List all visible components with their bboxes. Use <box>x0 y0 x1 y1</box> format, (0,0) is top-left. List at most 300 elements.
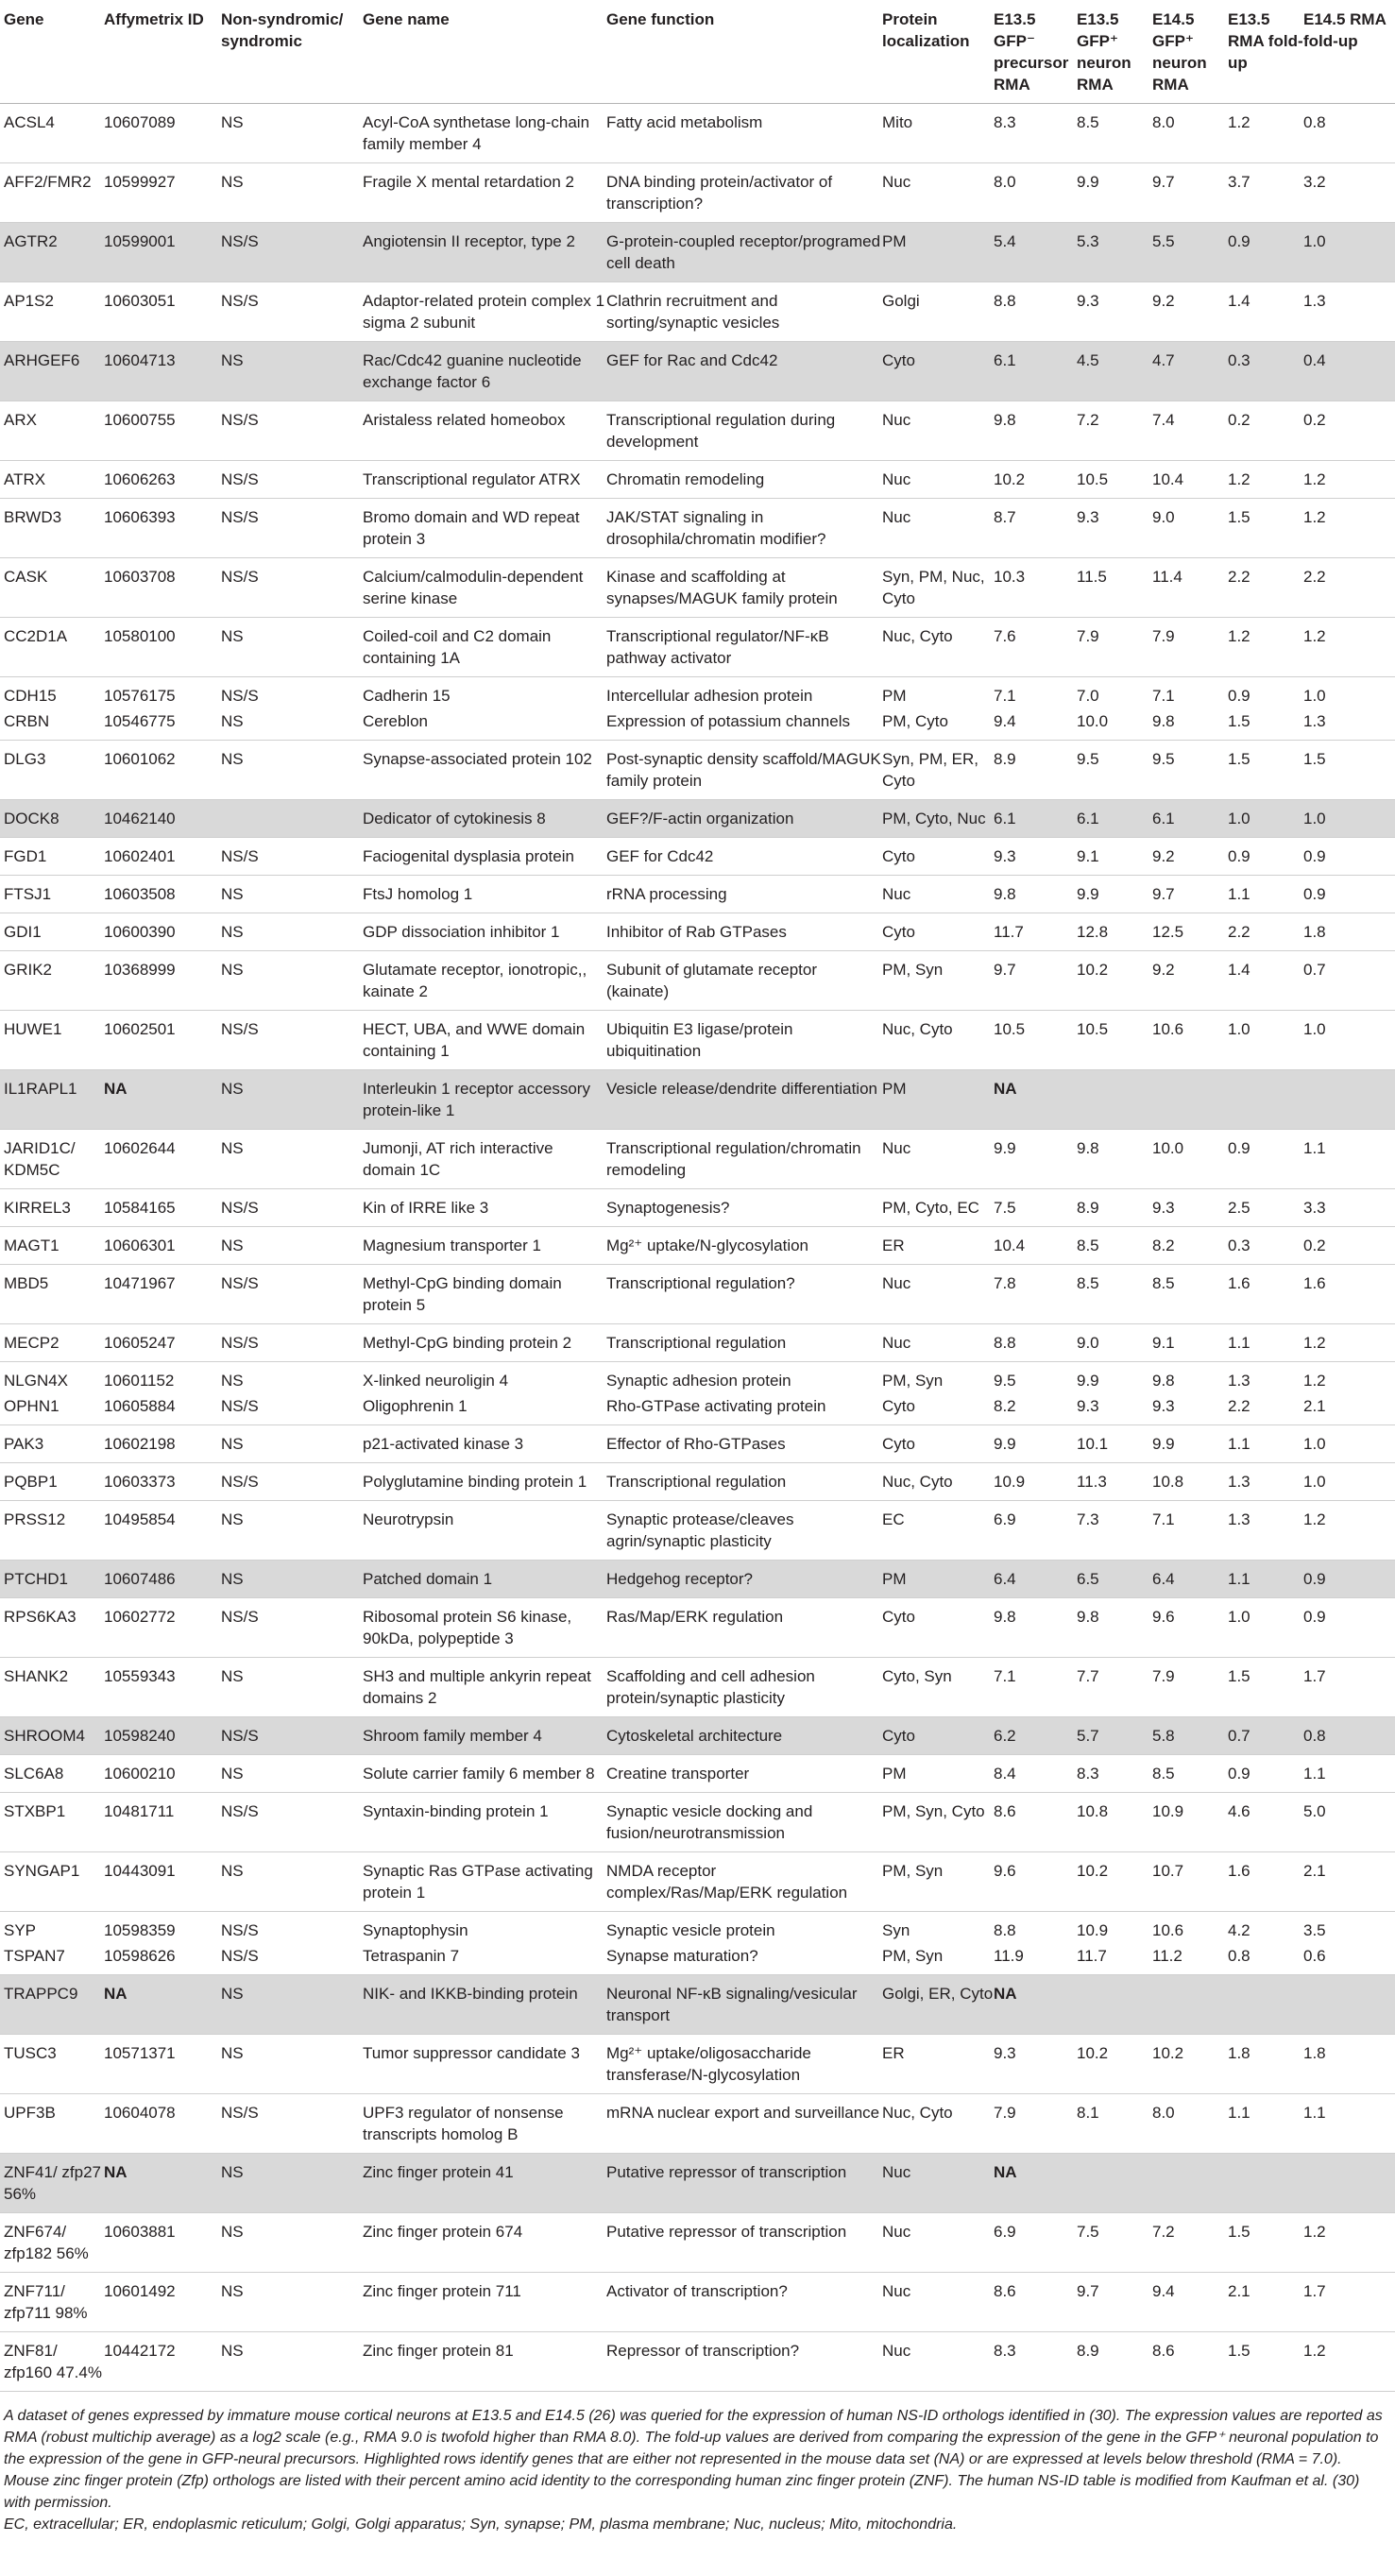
table-row <box>0 1598 1395 1658</box>
gene-name-cell: Synaptic Ras GTPase activating protein 1 <box>363 1852 606 1912</box>
gene-function-cell: Intercellular adhesion protein <box>606 687 813 705</box>
table-row <box>0 838 1395 876</box>
affymetrix-id-cell: 10602501 <box>104 1011 221 1070</box>
e135-neuron-rma-cell: 9.1 <box>1077 838 1152 876</box>
table-row <box>0 342 1395 401</box>
gene-function-cell: Transcriptional regulation <box>606 1463 882 1501</box>
e135-precursor-rma-cell: 8.8 <box>994 282 1077 342</box>
table-row <box>0 800 1395 838</box>
syndromic-cell: NS <box>221 951 363 1011</box>
gene-function-cell: DNA binding protein/activator of transcription? <box>606 163 882 223</box>
gene-cell: DLG3 <box>0 741 104 800</box>
column-header: E13.5 RMA fold-up <box>1228 0 1303 104</box>
e135-fold-up-cell: 1.1 <box>1228 1425 1303 1463</box>
e135-fold-up-cell: 2.2 <box>1228 1393 1303 1425</box>
affymetrix-id-cell: 10601152 <box>104 1372 175 1390</box>
e145-neuron-rma-cell: 7.9 <box>1152 618 1228 677</box>
e145-fold-up-cell: 1.2 <box>1303 1372 1326 1390</box>
e145-neuron-rma-cell: 9.3 <box>1152 1393 1228 1425</box>
e145-neuron-rma-cell: 9.2 <box>1152 838 1228 876</box>
e135-precursor-rma-cell: 6.9 <box>994 1501 1077 1561</box>
gene-name-cell: Magnesium transporter 1 <box>363 1227 606 1265</box>
e135-fold-up-cell: 1.5 <box>1228 1658 1303 1717</box>
e135-fold-up-cell: 0.3 <box>1228 1227 1303 1265</box>
localization-cell: Nuc <box>882 499 994 558</box>
e135-precursor-rma-cell: 9.9 <box>994 1130 1077 1189</box>
syndromic-cell: NS <box>221 1070 363 1130</box>
affymetrix-id-cell: 10599927 <box>104 163 221 223</box>
e135-precursor-rma-cell: 8.4 <box>994 1755 1077 1793</box>
column-header: Gene function <box>606 0 882 104</box>
e135-precursor-rma-cell: 6.1 <box>994 800 1077 838</box>
e135-precursor-rma-cell: 10.3 <box>994 558 1077 618</box>
syndromic-cell: NS/S <box>221 223 363 282</box>
affymetrix-id-cell: 10598240 <box>104 1717 221 1755</box>
localization-cell: Nuc <box>882 1324 994 1362</box>
gene-function-cell: Creatine transporter <box>606 1755 882 1793</box>
e145-neuron-rma-cell: 10.8 <box>1152 1463 1228 1501</box>
gene-function-cell: Putative repressor of transcription <box>606 2154 882 2213</box>
e145-fold-up-cell: 1.3 <box>1303 708 1395 741</box>
table-row <box>0 1130 1395 1189</box>
e135-neuron-rma-cell <box>1077 1975 1152 2035</box>
gene-function-cell: Transcriptional regulation <box>606 1324 882 1362</box>
table-row <box>0 1463 1395 1501</box>
localization-cell: Nuc, Cyto <box>882 1011 994 1070</box>
e145-fold-up-cell: 0.9 <box>1303 1561 1395 1598</box>
syndromic-cell: NS <box>221 1501 363 1561</box>
table-row <box>0 913 1395 951</box>
syndromic-cell: NS <box>221 1425 363 1463</box>
table-row <box>0 282 1395 342</box>
e135-fold-up-cell: 1.8 <box>1228 2035 1303 2094</box>
localization-cell: PM, Syn <box>882 951 994 1011</box>
e145-fold-up-cell: 1.1 <box>1303 1130 1395 1189</box>
localization-cell: Nuc <box>882 1130 994 1189</box>
gene-function-cell: mRNA nuclear export and surveillance <box>606 2094 882 2154</box>
affymetrix-id-cell: 10603051 <box>104 282 221 342</box>
e135-fold-up-cell: 1.6 <box>1228 1852 1303 1912</box>
e135-fold-up-cell: 2.2 <box>1228 558 1303 618</box>
affymetrix-id-cell: 10607089 <box>104 104 221 163</box>
e145-fold-up-cell: 0.9 <box>1303 876 1395 913</box>
syndromic-cell: NS/S <box>221 1393 363 1425</box>
e135-precursor-rma-cell: 7.8 <box>994 1265 1077 1324</box>
localization-cell: PM, Cyto, Nuc <box>882 800 994 838</box>
affymetrix-id-cell: 10604713 <box>104 342 221 401</box>
gene-name-cell: Faciogenital dysplasia protein <box>363 838 606 876</box>
syndromic-cell: NS/S <box>221 1793 363 1852</box>
e135-fold-up-cell: 1.0 <box>1228 1598 1303 1658</box>
affymetrix-id-cell: 10604078 <box>104 2094 221 2154</box>
gene-function-cell: Transcriptional regulation? <box>606 1265 882 1324</box>
e145-neuron-rma-cell: 9.7 <box>1152 163 1228 223</box>
e145-neuron-rma-cell: 7.9 <box>1152 1658 1228 1717</box>
gene-name-cell: Kin of IRRE like 3 <box>363 1189 606 1227</box>
table-row <box>0 401 1395 461</box>
e145-neuron-rma-cell: 9.6 <box>1152 1598 1228 1658</box>
table-row <box>0 1793 1395 1852</box>
gene-name-cell: Glutamate receptor, ionotropic,, kainate 2 <box>363 951 606 1011</box>
syndromic-cell: NS/S <box>221 1943 363 1975</box>
gene-cell: SHANK2 <box>0 1658 104 1717</box>
syndromic-cell: NS/S <box>221 1921 259 1939</box>
e145-neuron-rma-cell: 8.2 <box>1152 1227 1228 1265</box>
e135-precursor-rma-cell: NA <box>994 2154 1077 2213</box>
gene-cell: TSPAN7 <box>0 1943 104 1975</box>
gene-function-cell: Synaptogenesis? <box>606 1189 882 1227</box>
e135-fold-up-cell: 4.2 <box>1228 1921 1250 1939</box>
affymetrix-id-cell: 10602644 <box>104 1130 221 1189</box>
e145-fold-up-cell: 1.2 <box>1303 1324 1395 1362</box>
e135-precursor-rma-cell: 6.9 <box>994 2213 1077 2273</box>
e135-neuron-rma-cell: 9.7 <box>1077 2273 1152 2332</box>
localization-cell: PM, Syn <box>882 1943 994 1975</box>
gene-cell: IL1RAPL1 <box>0 1070 104 1130</box>
e145-neuron-rma-cell: 9.8 <box>1152 1372 1175 1390</box>
e135-precursor-rma-cell: 7.6 <box>994 618 1077 677</box>
table-body <box>0 104 1395 2392</box>
gene-name-cell: FtsJ homolog 1 <box>363 876 606 913</box>
gene-cell: ZNF674/ zfp182 56% <box>0 2213 104 2273</box>
footnote-main: A dataset of genes expressed by immature mouse cortical neurons at E13.5 and E14.5 (26) was queried for the expression of human NS-ID orthologs identified in (30). The expression values are reported as RMA (robust multichip average) as a log2 scale (e.g., RMA 9.0 is twofold higher than RMA 8.0). The fold-up values are derived from comparing the expression of the gene in the GFP⁺ neuronal population to the expression of the gene in GFP-neural precursors. Highlighted rows identify genes that are either not represented in the mouse data set (NA) or are expressed at levels below threshold (RMA = 7.0). Mouse zinc finger protein (Zfp) orthologs are listed with their percent amino acid identity to the corresponding human zinc finger protein (ZNF). The human NS-ID table is modified from Kaufman et al. (30) with permission. <box>4 2408 1383 2511</box>
gene-function-cell: Scaffolding and cell adhesion protein/synaptic plasticity <box>606 1658 882 1717</box>
syndromic-cell: NS <box>221 2154 363 2213</box>
gene-name-cell: Ribosomal protein S6 kinase, 90kDa, polypeptide 3 <box>363 1598 606 1658</box>
e145-fold-up-cell: 3.3 <box>1303 1189 1395 1227</box>
gene-function-cell: Chromatin remodeling <box>606 461 882 499</box>
gene-cell: PQBP1 <box>0 1463 104 1501</box>
syndromic-cell <box>221 800 363 838</box>
e145-neuron-rma-cell: 8.0 <box>1152 2094 1228 2154</box>
e145-fold-up-cell: 0.4 <box>1303 342 1395 401</box>
e135-precursor-rma-cell: 9.9 <box>994 1425 1077 1463</box>
syndromic-cell: NS <box>221 2213 363 2273</box>
affymetrix-id-cell: 10571371 <box>104 2035 221 2094</box>
table-row <box>0 708 1395 741</box>
table-row <box>0 1975 1395 2035</box>
affymetrix-id-cell: 10598359 <box>104 1921 176 1939</box>
localization-cell: PM, Syn <box>882 1372 944 1390</box>
syndromic-cell: NS <box>221 1755 363 1793</box>
e135-precursor-rma-cell: 9.6 <box>994 1852 1077 1912</box>
gene-name-cell: Adaptor-related protein complex 1 sigma 2 subunit <box>363 282 606 342</box>
affymetrix-id-cell: 10603373 <box>104 1463 221 1501</box>
e145-fold-up-cell: 1.0 <box>1303 223 1395 282</box>
affymetrix-id-cell: 10599001 <box>104 223 221 282</box>
affymetrix-id-cell: 10559343 <box>104 1658 221 1717</box>
e145-fold-up-cell: 1.3 <box>1303 282 1395 342</box>
e145-neuron-rma-cell: 10.4 <box>1152 461 1228 499</box>
e145-fold-up-cell: 1.2 <box>1303 618 1395 677</box>
e135-neuron-rma-cell <box>1077 2154 1152 2213</box>
e135-neuron-rma-cell: 10.8 <box>1077 1793 1152 1852</box>
table-row <box>0 1362 1395 1394</box>
column-header: Gene <box>0 0 104 104</box>
affymetrix-id-cell: 10601062 <box>104 741 221 800</box>
e135-neuron-rma-cell: 6.5 <box>1077 1561 1152 1598</box>
gene-function-cell: Activator of transcription? <box>606 2273 882 2332</box>
gene-name-cell: p21-activated kinase 3 <box>363 1425 606 1463</box>
affymetrix-id-cell: NA <box>104 1070 221 1130</box>
e135-precursor-rma-cell: 7.1 <box>994 687 1016 705</box>
localization-cell: Cyto <box>882 1717 994 1755</box>
gene-cell: AGTR2 <box>0 223 104 282</box>
e135-fold-up-cell: 1.3 <box>1228 1501 1303 1561</box>
e145-neuron-rma-cell <box>1152 1070 1228 1130</box>
e145-neuron-rma-cell: 9.3 <box>1152 1189 1228 1227</box>
gene-function-cell: G-protein-coupled receptor/programed cell death <box>606 223 882 282</box>
e145-fold-up-cell: 3.5 <box>1303 1921 1326 1939</box>
e135-neuron-rma-cell: 5.7 <box>1077 1717 1152 1755</box>
gene-name-cell: Zinc finger protein 711 <box>363 2273 606 2332</box>
gene-name-cell: Transcriptional regulator ATRX <box>363 461 606 499</box>
e145-fold-up-cell: 1.1 <box>1303 1755 1395 1793</box>
gene-name-cell: NIK- and IKKB-binding protein <box>363 1975 606 2035</box>
e135-fold-up-cell <box>1228 1975 1303 2035</box>
e145-neuron-rma-cell: 5.5 <box>1152 223 1228 282</box>
syndromic-cell: NS/S <box>221 1011 363 1070</box>
column-header: Affymetrix ID <box>104 0 221 104</box>
table-row <box>0 2213 1395 2273</box>
e135-fold-up-cell: 0.9 <box>1228 1755 1303 1793</box>
e135-precursor-rma-cell: 7.5 <box>994 1189 1077 1227</box>
gene-name-cell: Aristaless related homeobox <box>363 401 606 461</box>
e145-neuron-rma-cell: 12.5 <box>1152 913 1228 951</box>
e135-neuron-rma-cell: 9.9 <box>1077 163 1152 223</box>
e145-neuron-rma-cell: 6.4 <box>1152 1561 1228 1598</box>
gene-cell: MECP2 <box>0 1324 104 1362</box>
gene-function-cell: Expression of potassium channels <box>606 708 882 741</box>
gene-cell: CC2D1A <box>0 618 104 677</box>
e135-precursor-rma-cell: 8.9 <box>994 741 1077 800</box>
localization-cell: Cyto <box>882 1393 994 1425</box>
localization-cell: PM <box>882 1070 994 1130</box>
e135-fold-up-cell <box>1228 2154 1303 2213</box>
e135-fold-up-cell: 0.3 <box>1228 342 1303 401</box>
syndromic-cell: NS <box>221 2332 363 2392</box>
gene-name-cell: Zinc finger protein 81 <box>363 2332 606 2392</box>
e135-precursor-rma-cell: 10.4 <box>994 1227 1077 1265</box>
gene-name-cell: Jumonji, AT rich interactive domain 1C <box>363 1130 606 1189</box>
gene-cell: ACSL4 <box>0 104 104 163</box>
e145-fold-up-cell: 1.2 <box>1303 2332 1395 2392</box>
e135-neuron-rma-cell: 9.9 <box>1077 1372 1099 1390</box>
e135-precursor-rma-cell: 8.3 <box>994 2332 1077 2392</box>
e135-fold-up-cell: 1.5 <box>1228 499 1303 558</box>
table-row <box>0 223 1395 282</box>
syndromic-cell: NS/S <box>221 1324 363 1362</box>
syndromic-cell: NS <box>221 1852 363 1912</box>
table-row <box>0 951 1395 1011</box>
e145-fold-up-cell: 0.8 <box>1303 1717 1395 1755</box>
e135-precursor-rma-cell: 7.9 <box>994 2094 1077 2154</box>
e145-neuron-rma-cell: 10.9 <box>1152 1793 1228 1852</box>
table-row <box>0 558 1395 618</box>
gene-function-cell: Synaptic adhesion protein <box>606 1372 791 1390</box>
gene-cell: ARX <box>0 401 104 461</box>
affymetrix-id-cell: 10600210 <box>104 1755 221 1793</box>
table-row <box>0 741 1395 800</box>
affymetrix-id-cell: 10600755 <box>104 401 221 461</box>
affymetrix-id-cell: 10602772 <box>104 1598 221 1658</box>
localization-cell: Nuc <box>882 1265 994 1324</box>
gene-name-cell: Acyl-CoA synthetase long-chain family member 4 <box>363 104 606 163</box>
syndromic-cell: NS <box>221 708 363 741</box>
gene-name-cell: Polyglutamine binding protein 1 <box>363 1463 606 1501</box>
syndromic-cell: NS <box>221 741 363 800</box>
e135-fold-up-cell: 1.1 <box>1228 876 1303 913</box>
gene-cell: ARHGEF6 <box>0 342 104 401</box>
gene-function-cell: Clathrin recruitment and sorting/synaptic vesicles <box>606 282 882 342</box>
localization-cell: PM <box>882 223 994 282</box>
e135-precursor-rma-cell: 8.7 <box>994 499 1077 558</box>
e135-fold-up-cell: 0.9 <box>1228 223 1303 282</box>
e135-fold-up-cell: 1.5 <box>1228 2213 1303 2273</box>
table-row <box>0 1755 1395 1793</box>
e135-neuron-rma-cell: 7.3 <box>1077 1501 1152 1561</box>
localization-cell: Golgi <box>882 282 994 342</box>
e135-precursor-rma-cell: NA <box>994 1975 1077 2035</box>
e145-neuron-rma-cell <box>1152 1975 1228 2035</box>
syndromic-cell: NS/S <box>221 1463 363 1501</box>
affymetrix-id-cell: 10481711 <box>104 1793 221 1852</box>
affymetrix-id-cell: 10602198 <box>104 1425 221 1463</box>
footnote-abbreviations: EC, extracellular; ER, endoplasmic reticulum; Golgi, Golgi apparatus; Syn, synapse; PM, plasma membrane; Nuc, nucleus; Mito, mitochondria. <box>4 2516 958 2533</box>
e145-neuron-rma-cell: 9.5 <box>1152 741 1228 800</box>
e145-neuron-rma-cell: 8.5 <box>1152 1755 1228 1793</box>
e135-neuron-rma-cell: 10.2 <box>1077 1852 1152 1912</box>
e145-fold-up-cell: 1.7 <box>1303 1658 1395 1717</box>
gene-name-cell: Patched domain 1 <box>363 1561 606 1598</box>
gene-cell: SYNGAP1 <box>0 1852 104 1912</box>
affymetrix-id-cell: 10462140 <box>104 800 221 838</box>
gene-name-cell: Rac/Cdc42 guanine nucleotide exchange factor 6 <box>363 342 606 401</box>
gene-cell: CDH15 <box>4 687 57 705</box>
e145-fold-up-cell: 1.0 <box>1303 1425 1395 1463</box>
affymetrix-id-cell: 10495854 <box>104 1501 221 1561</box>
gene-cell: STXBP1 <box>0 1793 104 1852</box>
e135-neuron-rma-cell: 7.2 <box>1077 401 1152 461</box>
e135-fold-up-cell: 0.7 <box>1228 1717 1303 1755</box>
e135-neuron-rma-cell: 8.9 <box>1077 1189 1152 1227</box>
e145-neuron-rma-cell: 9.0 <box>1152 499 1228 558</box>
e145-neuron-rma-cell: 9.2 <box>1152 282 1228 342</box>
e145-fold-up-cell <box>1303 1975 1395 2035</box>
table-row <box>0 876 1395 913</box>
gene-cell: CASK <box>0 558 104 618</box>
e135-neuron-rma-cell: 11.5 <box>1077 558 1152 618</box>
gene-function-cell: Transcriptional regulation during development <box>606 401 882 461</box>
e135-precursor-rma-cell: 9.3 <box>994 2035 1077 2094</box>
localization-cell: Nuc <box>882 876 994 913</box>
localization-cell: ER <box>882 1227 994 1265</box>
e135-neuron-rma-cell: 8.5 <box>1077 104 1152 163</box>
syndromic-cell: NS/S <box>221 401 363 461</box>
e135-fold-up-cell: 2.5 <box>1228 1189 1303 1227</box>
gene-name-cell: HECT, UBA, and WWE domain containing 1 <box>363 1011 606 1070</box>
gene-name-cell: SH3 and multiple ankyrin repeat domains 2 <box>363 1658 606 1717</box>
e135-neuron-rma-cell: 10.2 <box>1077 951 1152 1011</box>
column-header: E14.5 RMA fold-up <box>1303 0 1395 104</box>
table-row <box>0 1227 1395 1265</box>
syndromic-cell: NS <box>221 1372 244 1390</box>
syndromic-cell: NS <box>221 1658 363 1717</box>
e135-precursor-rma-cell: 8.6 <box>994 2273 1077 2332</box>
e145-fold-up-cell: 0.6 <box>1303 1943 1395 1975</box>
syndromic-cell: NS <box>221 342 363 401</box>
e135-fold-up-cell: 1.2 <box>1228 461 1303 499</box>
syndromic-cell: NS <box>221 1227 363 1265</box>
syndromic-cell: NS <box>221 913 363 951</box>
e145-fold-up-cell <box>1303 2154 1395 2213</box>
e145-fold-up-cell: 2.2 <box>1303 558 1395 618</box>
affymetrix-id-cell: 10606263 <box>104 461 221 499</box>
table-row <box>0 1852 1395 1912</box>
localization-cell: Nuc <box>882 163 994 223</box>
e135-fold-up-cell: 1.0 <box>1228 800 1303 838</box>
e145-fold-up-cell: 0.8 <box>1303 104 1395 163</box>
localization-cell: Nuc <box>882 2213 994 2273</box>
gene-cell: GRIK2 <box>0 951 104 1011</box>
localization-cell: Nuc <box>882 2332 994 2392</box>
e135-fold-up-cell: 4.6 <box>1228 1793 1303 1852</box>
e135-precursor-rma-cell: 8.2 <box>994 1393 1077 1425</box>
gene-name-cell: Dedicator of cytokinesis 8 <box>363 800 606 838</box>
e135-neuron-rma-cell: 10.0 <box>1077 708 1152 741</box>
e135-neuron-rma-cell: 11.3 <box>1077 1463 1152 1501</box>
table-row <box>0 1070 1395 1130</box>
e145-neuron-rma-cell: 7.4 <box>1152 401 1228 461</box>
e135-precursor-rma-cell: 8.8 <box>994 1324 1077 1362</box>
e135-fold-up-cell: 1.1 <box>1228 2094 1303 2154</box>
e145-neuron-rma-cell: 11.2 <box>1152 1943 1228 1975</box>
affymetrix-id-cell: 10442172 <box>104 2332 221 2392</box>
e145-fold-up-cell: 2.1 <box>1303 1852 1395 1912</box>
e135-fold-up-cell: 0.9 <box>1228 1130 1303 1189</box>
gene-name-cell: Oligophrenin 1 <box>363 1393 606 1425</box>
e135-precursor-rma-cell: 6.2 <box>994 1717 1077 1755</box>
gene-function-cell: Synaptic protease/cleaves agrin/synaptic plasticity <box>606 1501 882 1561</box>
table-row <box>0 1393 1395 1425</box>
e145-neuron-rma-cell: 10.0 <box>1152 1130 1228 1189</box>
table-row <box>0 1561 1395 1598</box>
localization-cell: PM, Cyto, EC <box>882 1189 994 1227</box>
e135-fold-up-cell: 0.9 <box>1228 687 1250 705</box>
table-row <box>0 2273 1395 2332</box>
e135-neuron-rma-cell: 9.3 <box>1077 1393 1152 1425</box>
gene-name-cell: UPF3 regulator of nonsense transcripts homolog B <box>363 2094 606 2154</box>
e135-neuron-rma-cell: 8.5 <box>1077 1227 1152 1265</box>
gene-name-cell: Coiled-coil and C2 domain containing 1A <box>363 618 606 677</box>
e145-fold-up-cell: 1.1 <box>1303 2094 1395 2154</box>
localization-cell: Nuc <box>882 2273 994 2332</box>
gene-name-cell: Solute carrier family 6 member 8 <box>363 1755 606 1793</box>
e145-neuron-rma-cell: 9.8 <box>1152 708 1228 741</box>
gene-cell: FGD1 <box>0 838 104 876</box>
affymetrix-id-cell: 10606393 <box>104 499 221 558</box>
gene-function-cell: Mg²⁺ uptake/N-glycosylation <box>606 1227 882 1265</box>
e135-fold-up-cell: 1.2 <box>1228 618 1303 677</box>
e135-precursor-rma-cell: 8.6 <box>994 1793 1077 1852</box>
syndromic-cell: NS/S <box>221 461 363 499</box>
affymetrix-id-cell: 10605247 <box>104 1324 221 1362</box>
affymetrix-id-cell: 10546775 <box>104 708 221 741</box>
gene-name-cell: Calcium/calmodulin-dependent serine kinase <box>363 558 606 618</box>
e135-neuron-rma-cell: 7.9 <box>1077 618 1152 677</box>
e135-fold-up-cell: 3.7 <box>1228 163 1303 223</box>
gene-function-cell: Neuronal NF-κB signaling/vesicular transport <box>606 1975 882 2035</box>
